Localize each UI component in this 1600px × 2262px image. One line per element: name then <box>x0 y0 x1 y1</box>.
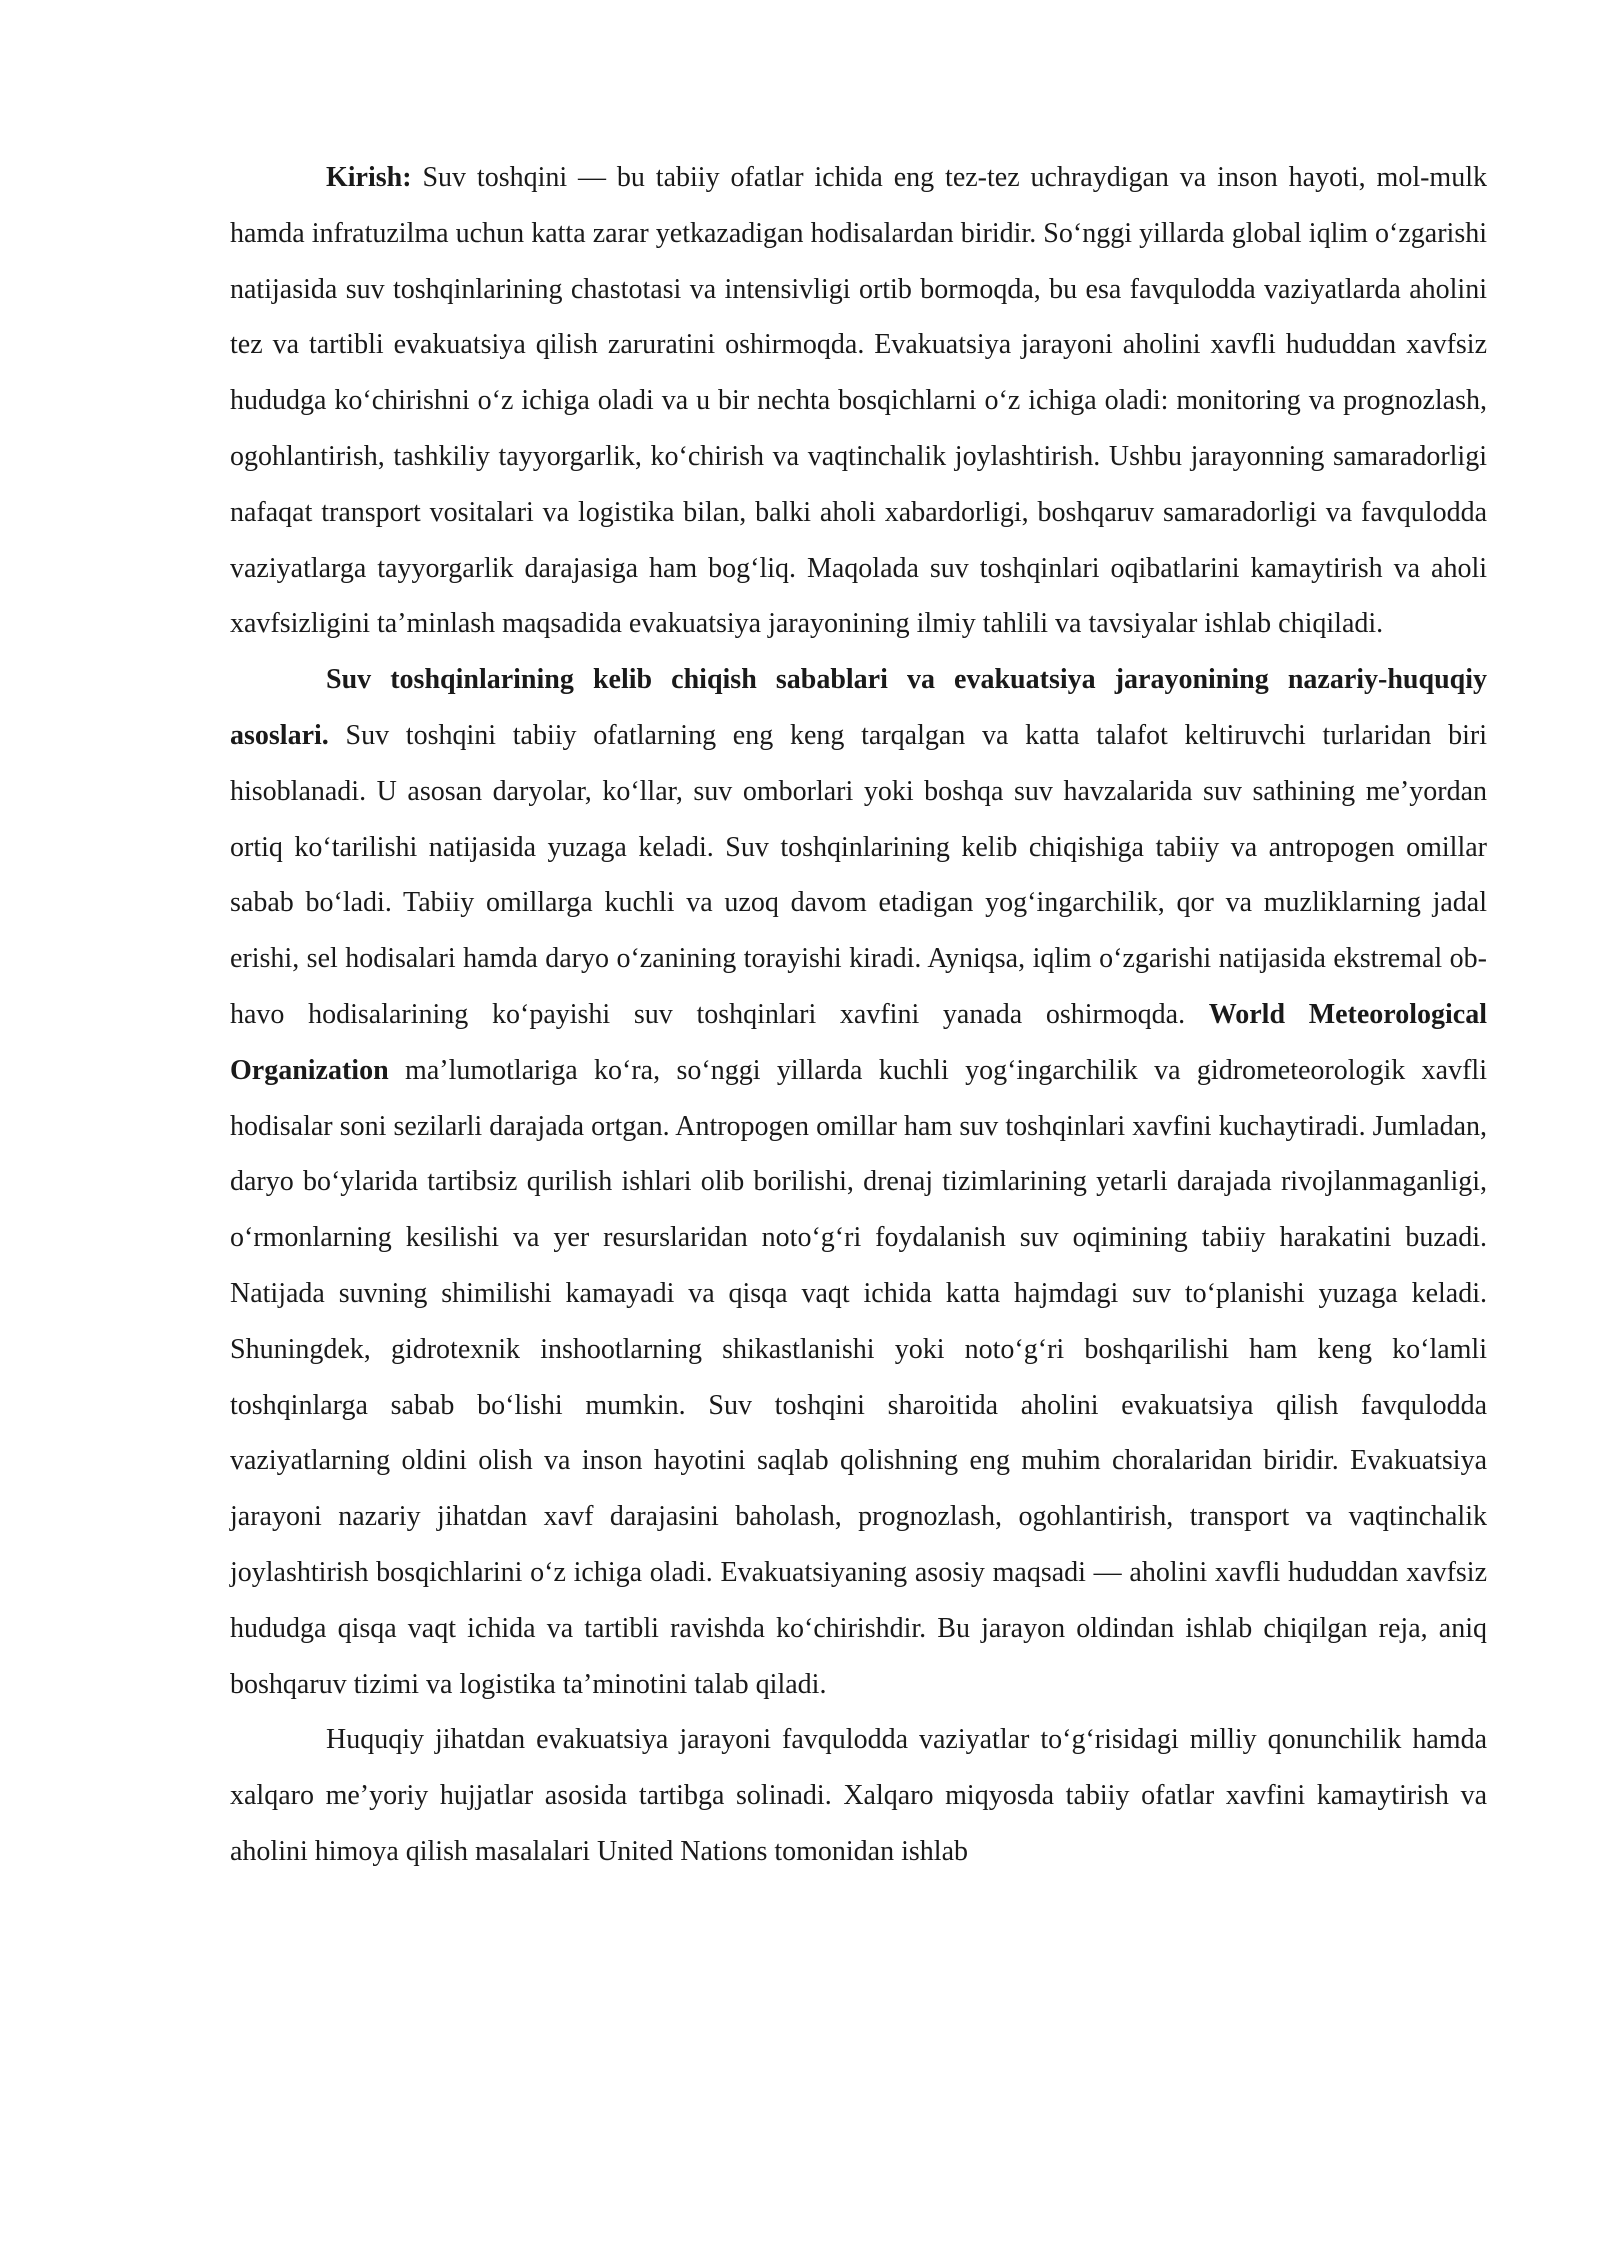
causes-text-part-2: ma’lumotlariga ko‘ra, so‘nggi yillarda kuchli yog‘ingarchilik va gidrometeorologik xavfli hodisalar soni sezilarli darajada ortgan. Antropogen omillar ham suv toshqinlari xavfini kuchaytiradi. Jumladan, daryo bo‘ylarida tartibsiz qurilish ishlari olib borilishi, drenaj tizimlarining yetarli darajada rivojlanmaganligi, o‘rmonlarning kesilishi va yer resurslaridan noto‘g‘ri foydalanish suv oqimining tabiiy harakatini buzadi. Natijada suvning shimilishi kamayadi va qisqa vaqt ichida katta hajmdagi suv to‘planishi yuzaga keladi. Shuningdek, gidrotexnik inshootlarning shikastlanishi yoki noto‘g‘ri boshqarilishi ham keng ko‘lamli toshqinlarga sabab bo‘lishi mumkin. Suv toshqini sharoitida aholini evakuatsiya qilish favqulodda vaziyatlarning oldini olish va inson hayotini saqlab qolishning eng muhim choralaridan biridir. Evakuatsiya jarayoni nazariy jihatdan xavf darajasini baholash, prognozlash, ogohlantirish, transport va vaqtinchalik joylashtirish bosqichlarini o‘z ichiga oladi. Evakuatsiyaning asosiy maqsadi — aholini xavfli hududdan xavfsiz hududga qisqa vaqt ichida va tartibli ravishda ko‘chirishdir. Bu jarayon oldindan ishlab chiqilgan reja, aniq boshqaruv tizimi va logistika ta’minotini talab qiladi. <box>230 1054 1487 1700</box>
causes-text-part-1: Suv toshqini tabiiy ofatlarning eng keng tarqalgan va katta talafot keltiruvchi turlaridan biri hisoblanadi. U asosan daryolar, ko‘llar, suv omborlari yoki boshqa suv havzalarida suv sathining me’yordan ortiq ko‘tarilishi natijasida yuzaga keladi. Suv toshqinlarining kelib chiqishiga tabiiy va antropogen omillar sabab bo‘ladi. Tabiiy omillarga kuchli va uzoq davom etadigan yog‘ingarchilik, qor va muzliklarning jadal erishi, sel hodisalari hamda daryo o‘zanining torayishi kiradi. Ayniqsa, iqlim o‘zgarishi natijasida ekstremal ob-havo hodisalarining ko‘payishi suv toshqinlari xavfini yanada oshirmoqda. <box>230 719 1487 1030</box>
paragraph-introduction <box>230 150 1487 652</box>
legal-text: Huquqiy jihatdan evakuatsiya jarayoni favqulodda vaziyatlar to‘g‘risidagi milliy qonunchilik hamda xalqaro me’yoriy hujjatlar asosida tartibga solinadi. Xalqaro miqyosda tabiiy ofatlar xavfini kamaytirish va aholini himoya qilish masalalari United Nations tomonidan ishlab <box>230 1724 1487 1867</box>
introduction-text: Suv toshqini — bu tabiiy ofatlar ichida eng tez-tez uchraydigan va inson hayoti, mol-mulk hamda infratuzilma uchun katta zarar yetkazadigan hodisalardan biridir. So‘nggi yillarda global iqlim o‘zgarishi natijasida suv toshqinlarining chastotasi va intensivligi ortib bormoqda, bu esa favqulodda vaziyatlarda aholini tez va tartibli evakuatsiya qilish zaruratini oshirmoqda. Evakuatsiya jarayoni aholini xavfli hududdan xavfsiz hududga ko‘chirishni o‘z ichiga oladi va u bir nechta bosqichlarni o‘z ichiga oladi: monitoring va prognozlash, ogohlantirish, tashkiliy tayyorgarlik, ko‘chirish va vaqtinchalik joylashtirish. Ushbu jarayonning samaradorligi nafaqat transport vositalari va logistika bilan, balki aholi xabardorligi, boshqaruv samaradorligi va favqulodda vaziyatlarga tayyorgarlik darajasiga ham bog‘liq. Maqolada suv toshqinlari oqibatlarini kamaytirish va aholi xavfsizligini ta’minlash maqsadida evakuatsiya jarayonining ilmiy tahlili va tavsiyalar ishlab chiqiladi. <box>230 162 1487 640</box>
introduction-heading: Kirish: <box>326 162 412 193</box>
paragraph-causes <box>230 652 1487 1712</box>
organization-name: World Meteorological Organization <box>230 998 1487 1086</box>
paragraph-legal <box>230 1712 1487 1879</box>
causes-heading: Suv toshqinlarining kelib chiqish sabablari va evakuatsiya jarayonining nazariy-huquqiy asoslari. <box>230 664 1487 751</box>
